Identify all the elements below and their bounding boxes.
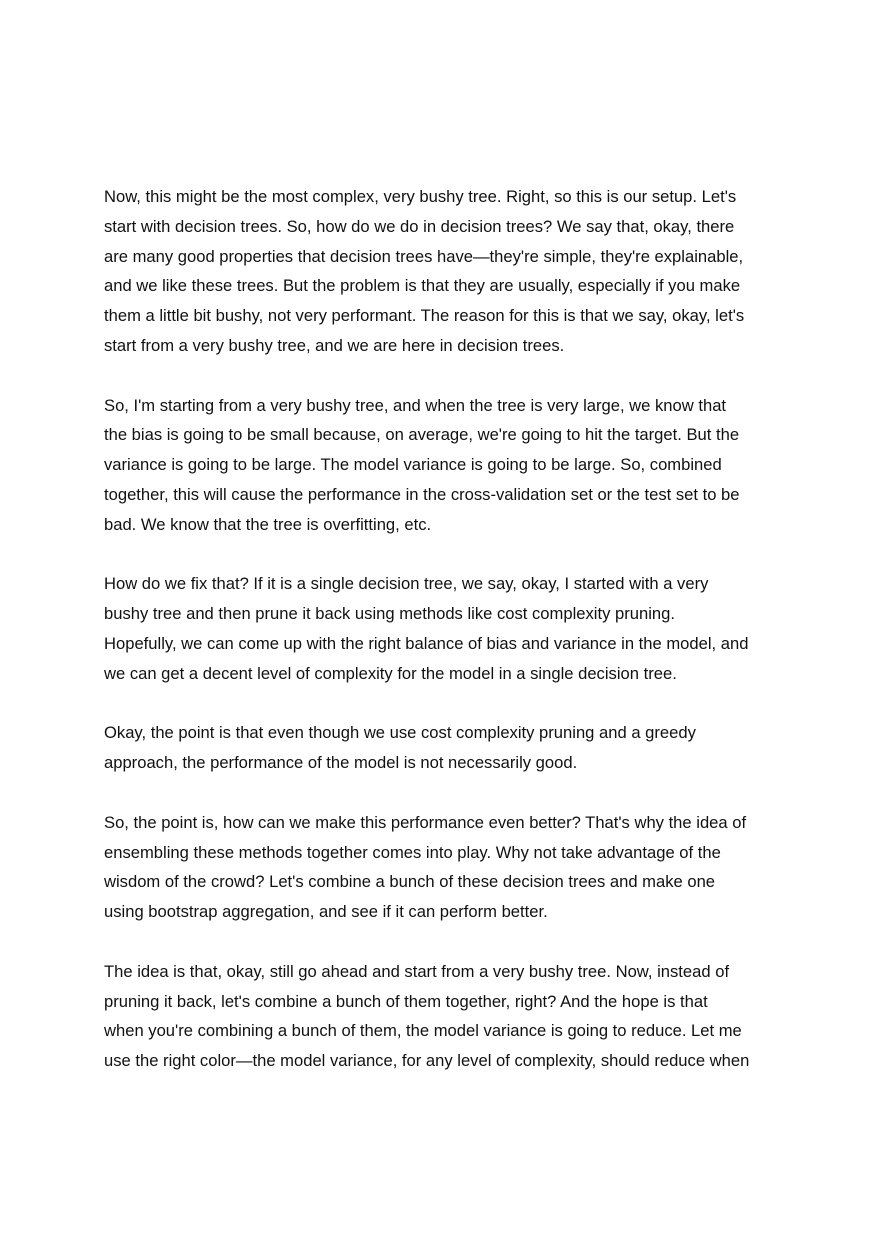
paragraph-5 xyxy=(104,808,779,927)
text-line: bushy tree and then prune it back using methods like cost complexity pruning. xyxy=(104,604,675,624)
paragraph-1 xyxy=(104,182,779,361)
text-line: together, this will cause the performance in the cross-validation set or the test set to be xyxy=(104,484,740,504)
text-line: use the right color—the model variance, for any level of complexity, should reduce when xyxy=(104,1051,750,1071)
text-line: Now, this might be the most complex, very bushy tree. Right, so this is our setup. Let's xyxy=(104,187,737,206)
text-line: Okay, the point is that even though we use cost complexity pruning and a greedy xyxy=(104,723,696,743)
text-line: are many good properties that decision trees have—they're simple, they're explainable, xyxy=(104,246,744,266)
text-line: So, I'm starting from a very bushy tree, and when the tree is very large, we know that xyxy=(104,395,727,415)
paragraph-4 xyxy=(104,718,779,778)
text-line: wisdom of the crowd? Let's combine a bunch of these decision trees and make one xyxy=(104,872,716,892)
paragraph-6 xyxy=(104,957,779,1076)
text-line: The idea is that, okay, still go ahead and start from a very bushy tree. Now, instead of xyxy=(104,961,730,981)
text-line: variance is going to be large. The model variance is going to be large. So, combined xyxy=(104,455,722,475)
text-line: start from a very bushy tree, and we are here in decision trees. xyxy=(104,335,565,355)
text-line: using bootstrap aggregation, and see if it can perform better. xyxy=(104,902,548,922)
text-line: So, the point is, how can we make this performance even better? That's why the idea of xyxy=(104,812,747,832)
text-line: the bias is going to be small because, on average, we're going to hit the target. But the xyxy=(104,425,740,445)
paragraph-2 xyxy=(104,391,779,540)
document-body xyxy=(104,182,779,1076)
text-line: we can get a decent level of complexity for the model in a single decision tree. xyxy=(104,663,677,683)
text-line: pruning it back, let's combine a bunch of them together, right? And the hope is that xyxy=(104,991,708,1011)
text-line: start with decision trees. So, how do we do in decision trees? We say that, okay, there xyxy=(104,216,735,236)
paragraph-3 xyxy=(104,569,779,688)
text-line: bad. We know that the tree is overfitting, etc. xyxy=(104,514,432,534)
text-line: Hopefully, we can come up with the right balance of bias and variance in the model, and xyxy=(104,633,749,653)
text-line: when you're combining a bunch of them, the model variance is going to reduce. Let me xyxy=(104,1021,742,1041)
text-line: them a little bit bushy, not very performant. The reason for this is that we say, okay, let's xyxy=(104,306,745,326)
text-line: approach, the performance of the model is not necessarily good. xyxy=(104,753,578,773)
text-line: and we like these trees. But the problem is that they are usually, especially if you make xyxy=(104,276,741,296)
text-line: How do we fix that? If it is a single decision tree, we say, okay, I started with a very xyxy=(104,574,709,594)
text-line: ensembling these methods together comes into play. Why not take advantage of the xyxy=(104,842,721,862)
